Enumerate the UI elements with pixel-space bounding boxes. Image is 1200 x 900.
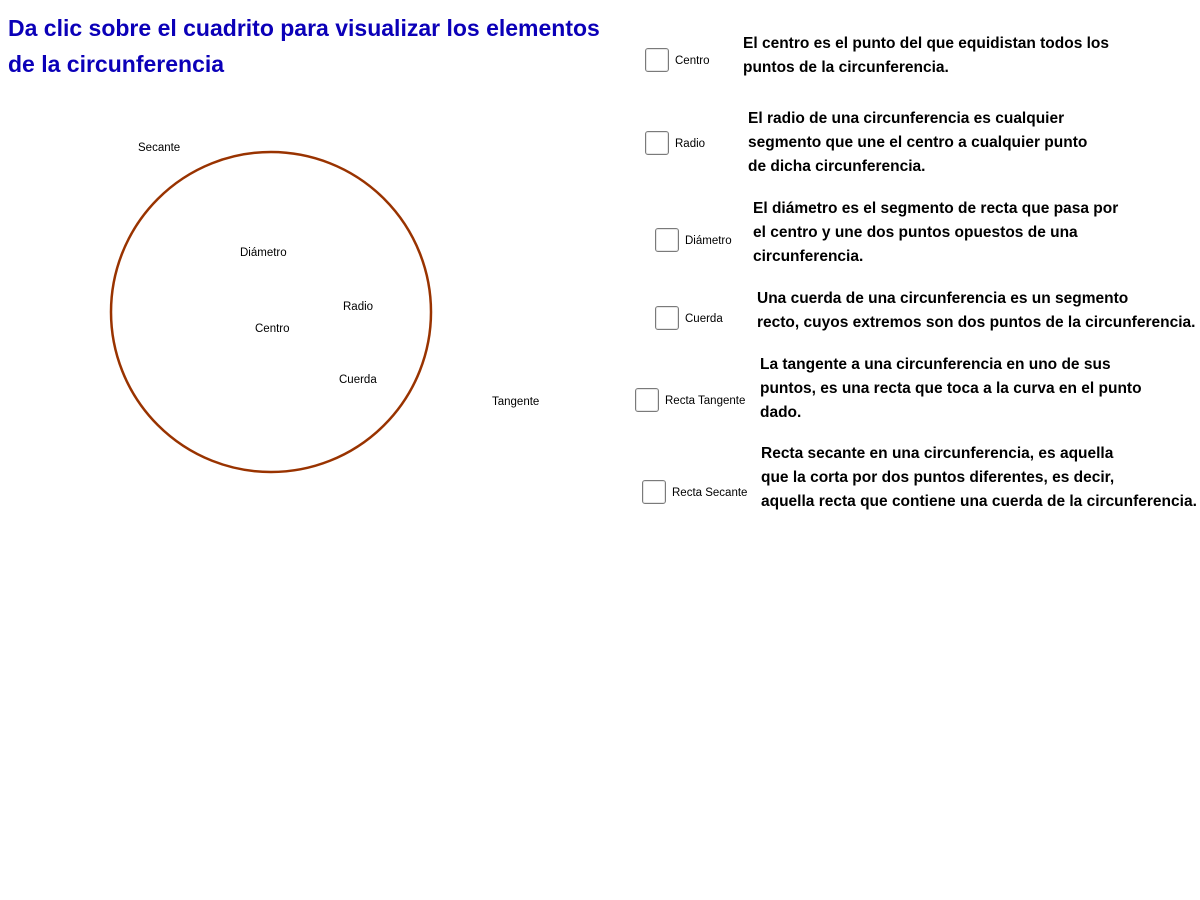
centro-description-line: puntos de la circunferencia. [743, 59, 949, 76]
radio-description-line: El radio de una circunferencia es cualquier [748, 110, 1065, 127]
tangente-description-line: puntos, es una recta que toca a la curva en el punto [760, 380, 1142, 397]
tangente-description [760, 353, 1142, 425]
secante-description-line: aquella recta que contiene una cuerda de la circunferencia. [761, 493, 1197, 510]
radio-description [748, 107, 1087, 179]
centro-description-line: El centro es el punto del que equidistan todos los [743, 35, 1110, 52]
tangente-checkbox[interactable] [635, 388, 659, 412]
radio-description-line: de dicha circunferencia. [748, 158, 926, 175]
cuerda-label: Cuerda [339, 374, 377, 386]
radio-description-line: segmento que une el centro a cualquier punto [748, 134, 1088, 151]
radio-checkbox-label[interactable]: Radio [675, 138, 706, 150]
radio-label: Radio [343, 301, 374, 313]
diametro-description [753, 197, 1118, 269]
tangente-description-line: La tangente a una circunferencia en uno de sus [760, 356, 1111, 373]
diametro-checkbox[interactable] [655, 228, 679, 252]
cuerda-checkbox-label[interactable]: Cuerda [685, 313, 723, 325]
diametro-description-line: el centro y une dos puntos opuestos de una [753, 224, 1078, 241]
tangente-description-line: dado. [760, 404, 802, 421]
cuerda-description-line: Una cuerda de una circunferencia es un segmento [757, 290, 1129, 307]
secante-checkbox[interactable] [642, 480, 666, 504]
page-title-line-1: Da clic sobre el cuadrito para visualizar los elementos [8, 15, 600, 41]
radio-checkbox[interactable] [645, 131, 669, 155]
secante-description [761, 442, 1197, 514]
circle-drawing [0, 0, 640, 500]
centro-checkbox-label[interactable]: Centro [675, 55, 710, 67]
secante-description-line: que la corta por dos puntos diferentes, es decir, [761, 469, 1115, 486]
diametro-description-line: El diámetro es el segmento de recta que pasa por [753, 200, 1119, 217]
centro-description [743, 32, 1109, 80]
secante-checkbox-label[interactable]: Recta Secante [672, 487, 748, 499]
diametro-label: Diámetro [240, 247, 287, 259]
centro-label: Centro [255, 323, 290, 335]
cuerda-description-line: recto, cuyos extremos son dos puntos de la circunferencia. [757, 314, 1196, 331]
cuerda-description [757, 287, 1195, 335]
circumference [111, 152, 431, 472]
page-title-line-2: de la circunferencia [8, 51, 225, 77]
secante-label: Secante [138, 142, 181, 154]
secante-description-line: Recta secante en una circunferencia, es aquella [761, 445, 1114, 462]
diametro-description-line: circunferencia. [753, 248, 864, 265]
centro-checkbox[interactable] [645, 48, 669, 72]
tangente-label: Tangente [492, 396, 540, 408]
cuerda-checkbox[interactable] [655, 306, 679, 330]
tangente-checkbox-label[interactable]: Recta Tangente [665, 395, 746, 407]
diametro-checkbox-label[interactable]: Diámetro [685, 235, 732, 247]
